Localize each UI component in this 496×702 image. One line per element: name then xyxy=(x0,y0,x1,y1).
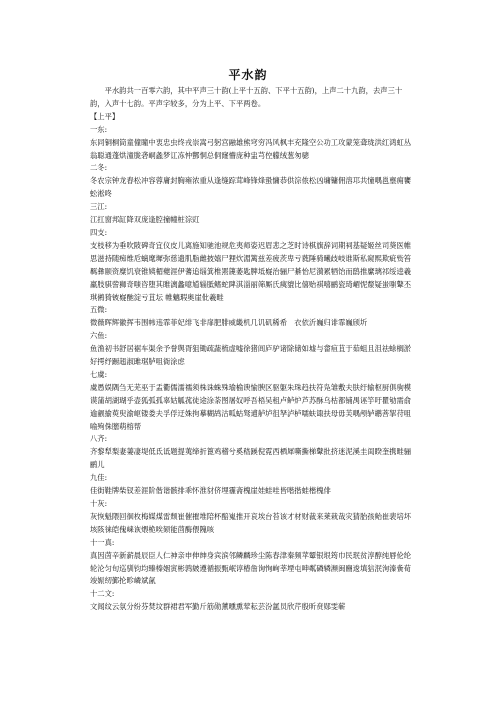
rhyme-characters: 真因茵辛新薪晨辰臣人仁神亲申伸绅身宾滨邻鳞麟珍尘陈春津秦频苹颦银垠筠巾民珉贫淳醇纯唇伦纶轮沦匀旬巡驯钧均臻榛姻寅彬鹑皴遵循振甄岷谆椿詹询恂峋莘堙屯呻粼磷辚濒闽豳逡填狺泯洵溱夤荀竣娠纫鄞抡畛嶙斌氤 xyxy=(90,550,412,586)
rhyme-characters: 齐黎犁梨妻萋凄堤低氐诋题提荑缔折篦鸡稽兮奚嵇蹊倪霓西栖犀嘶撕梯鼙批挤迷泥溪圭闺睽奎携畦骊鹂儿 xyxy=(90,447,412,470)
rhyme-label: 三江: xyxy=(90,202,108,212)
rhyme-characters: 虞愚娱隅刍无芜巫于盂衢儒濡襦须株诛蛛殊瑜榆谀愉腴区驱躯朱珠趋扶符凫雏敷夫肤纡输枢厨俱驹模谟蒲胡湖瑚乎壶狐弧孤辜姑觚菰徒途涂荼图屠奴呼吾梧吴租卢鲈炉芦苏酥乌枯都铺禺诬竽吁瞿劬需俞逾觎揄萸臾渝岖镂娄夫孚俘迂姝拘摹糊鸪沽呱蛄驽逋舻垆徂孥泸栌嚅蚨诹扶母毋芙喁颅轳鹕菩挐苻咀喻殉侏膪萌榕帮 xyxy=(90,382,412,431)
rhyme-label: 四支: xyxy=(90,227,108,237)
page-title: 平水韵 xyxy=(228,68,268,82)
rhyme-list xyxy=(90,124,416,614)
intro-paragraph: 平水韵共一百零六韵，其中平声三十韵(上平十五韵、下平十五韵)，上声二十九韵，去声三十韵，入声十七韵。平声字较多，分为上平、下平两卷。 xyxy=(90,86,403,108)
rhyme-characters: 佳街鞋牌柴钗差涯阶偕谐骸排乖怀淮豺侪埋霾斋槐崖娃蛙哇皆喈揩蛙楷槐俳 xyxy=(90,486,331,496)
rhyme-characters: 支枝移为垂吹陂碑奇宜仪皮儿离施知驰池规危夷师姿迟眉悲之芝时诗棋旗辞词期祠基疑姬丝司葵医帷思滋持随痴维卮螭麾墀弥慈遗肌脂雌披嬉尸狸炊湄篱兹差疲茨卑亏蕤陲骑曦歧岐谁斯私窥熙欺疵赀笞羁彝颐资糜饥衰锥姨楣夔涯伊蓍追缁箕椎罴篪萎匙脾坻嶷治骊尸綦怡尼漪累牺饴而鸱推縻璃祁绥逵羲羸肢骐訾狮奇嗤咨堕其睢漓蠡噫馗辎胝鳍蛇陴淇淄丽筛厮氏痍貔比僖贻祺嘻鹂瓷琦嵋怩漦疑蚩嗤鼙丕琪鸺猗铍嶷酏淀亏苴坛 帷魑瑕奥崖仳羲畦 xyxy=(90,240,412,302)
rhyme-label: 九佳: xyxy=(90,473,108,483)
rhyme-label: 十二文: xyxy=(90,589,115,599)
rhyme-characters: 微薇晖辉徽挥韦围帏违霏菲妃绯飞非扉肥腓威畿机几讥矶稀希 衣依沂巍归诽霏巍颀圻 xyxy=(90,318,368,328)
rhyme-characters: 文闻纹云氛分纷芬焚坟群裙君军勤斤筋勋薰曛熏荤耘芸汾氲员欣芹殷昕贲郧雯蕲 xyxy=(90,602,346,612)
rhyme-characters: 东同铜桐筒童僮瞳中衷忠虫终戎崇嵩弓躬宫融雄熊穹穷冯风枫丰充隆空公功工攻蒙笼聋珑洪红鸿虹丛翁聪通蓬烘潼胧砻峒螽梦讧冻忡酆恫总侗窿懵庞种盅芎倥艨绒葱匆骢 xyxy=(90,137,412,160)
document-body xyxy=(90,85,416,614)
rhyme-label: 十灰: xyxy=(90,499,108,508)
rhyme-label: 十一真: xyxy=(90,537,115,547)
rhyme-label: 二冬: xyxy=(90,163,108,173)
rhyme-label: 八齐: xyxy=(90,434,108,444)
rhyme-label: 七虞: xyxy=(90,369,108,379)
rhyme-characters: 冬农宗钟龙舂松冲容蓉庸封胸雍浓重从逢缝踪茸峰锋烽蛩慵恭供淙侬松凶墉镛佣溶邛共憧喁邕壅痈饔蚣淞咚 xyxy=(90,176,412,199)
rhyme-characters: 鱼渔初书舒居裾车渠余予誉舆胥狙锄疏蔬梳虚嘘徐猪闾庐驴诸除储如墟与畲疽苴于茹蛆且沮祛蜍榈淤好摴纾蹰趄淑雎琚胪咀衙涂虑 xyxy=(90,344,412,367)
rhyme-characters: 灰恢魁隈回徊枚梅媒煤雷颓崔催摧堆陪杯醅嵬推开哀埃台苔该才材财裁来莱栽哉灾猜胎孩鲐崔裴培坏垓陔徕皑傀崃诙煨桅唉颏能茴酶偎隗咳 xyxy=(90,511,412,534)
rhyme-characters: 江扛窗邦缸降双庞逢腔撞幢桩淙豇 xyxy=(90,215,200,225)
rhyme-label: 六鱼: xyxy=(90,331,108,341)
section-heading: 【上平】 xyxy=(90,111,120,121)
rhyme-label: 一东: xyxy=(90,124,108,134)
rhyme-label: 五微: xyxy=(90,305,108,315)
